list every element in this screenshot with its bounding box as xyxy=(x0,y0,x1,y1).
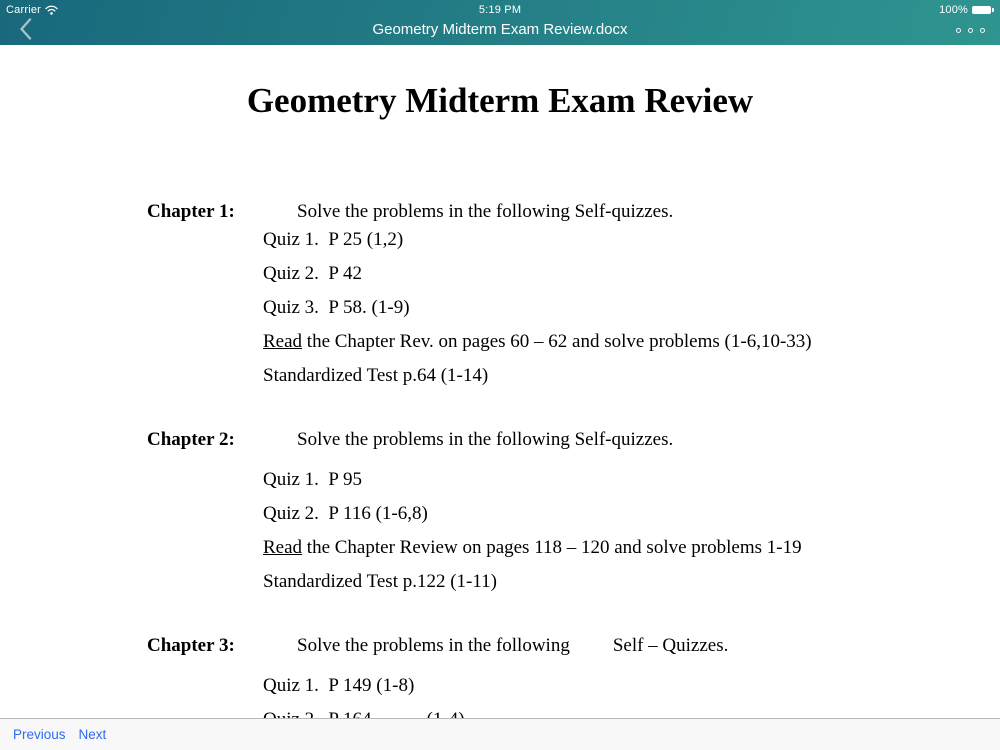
document-body xyxy=(0,201,1000,737)
status-left xyxy=(6,4,136,16)
chapter-description-extra: Self – Quizzes. xyxy=(612,635,729,656)
previous-button[interactable]: Previous xyxy=(13,727,66,742)
line-text: the Chapter Review on pages 118 – 120 and solve problems 1-19 xyxy=(302,537,802,558)
dot-icon xyxy=(956,28,961,33)
chapter-heading xyxy=(147,201,970,223)
line-text: Quiz 1. P 149 (1-8) xyxy=(263,675,415,696)
quiz-line xyxy=(263,669,970,703)
back-chevron-icon xyxy=(19,18,32,45)
line-text: Quiz 2. P 42 xyxy=(263,263,363,284)
dot-icon xyxy=(980,28,985,33)
status-clock: 5:19 PM xyxy=(478,3,522,16)
line-text: Quiz 1. P 25 (1,2) xyxy=(263,229,404,250)
quiz-line xyxy=(263,291,970,325)
status-bar xyxy=(0,0,1000,16)
chapter-label: Chapter 3: xyxy=(147,635,235,656)
line-text: the Chapter Rev. on pages 60 – 62 and solve problems (1-6,10-33) xyxy=(302,331,812,352)
line-text: Standardized Test p.122 (1-11) xyxy=(263,571,498,592)
navigation-bar xyxy=(0,0,1000,45)
battery-percent-label: 100% xyxy=(939,3,968,16)
document-heading: Geometry Midterm Exam Review xyxy=(246,81,754,120)
chapter-description: Solve the problems in the following xyxy=(297,635,570,656)
chapter-label: Chapter 1: xyxy=(147,201,235,222)
carrier-label: Carrier xyxy=(6,3,42,16)
nav-row xyxy=(0,16,1000,45)
underlined-word: Read xyxy=(263,331,303,352)
dot-icon xyxy=(968,28,973,33)
document-title-bar: Geometry Midterm Exam Review.docx xyxy=(372,21,628,38)
document-scroll-area[interactable] xyxy=(0,45,1000,750)
status-right xyxy=(864,4,994,16)
chapter-description: Solve the problems in the following Self-quizzes. xyxy=(297,429,674,450)
battery-icon xyxy=(972,6,994,14)
quiz-line xyxy=(263,565,970,599)
quiz-line xyxy=(263,531,970,565)
line-text: Standardized Test p.64 (1-14) xyxy=(263,365,489,386)
quiz-line xyxy=(263,497,970,531)
quiz-line xyxy=(263,223,970,257)
back-button[interactable] xyxy=(12,18,38,44)
line-text: Quiz 2. P 116 (1-6,8) xyxy=(263,503,428,524)
quiz-line xyxy=(263,463,970,497)
quiz-line xyxy=(263,325,970,359)
next-button[interactable]: Next xyxy=(78,727,107,742)
underlined-word: Read xyxy=(263,537,303,558)
quiz-line xyxy=(263,257,970,291)
line-text: Quiz 1. P 95 xyxy=(263,469,363,490)
chapter-section-2 xyxy=(147,429,970,599)
chapter-section-1 xyxy=(147,201,970,393)
chapter-heading xyxy=(147,635,970,657)
wifi-icon xyxy=(45,5,58,15)
more-options-button[interactable] xyxy=(956,16,985,45)
chapter-description: Solve the problems in the following Self-quizzes. xyxy=(297,201,674,222)
chapter-heading xyxy=(147,429,970,451)
chapter-label: Chapter 2: xyxy=(147,429,235,450)
bottom-toolbar xyxy=(0,718,1000,750)
quiz-line xyxy=(263,359,970,393)
line-text: Quiz 3. P 58. (1-9) xyxy=(263,297,410,318)
